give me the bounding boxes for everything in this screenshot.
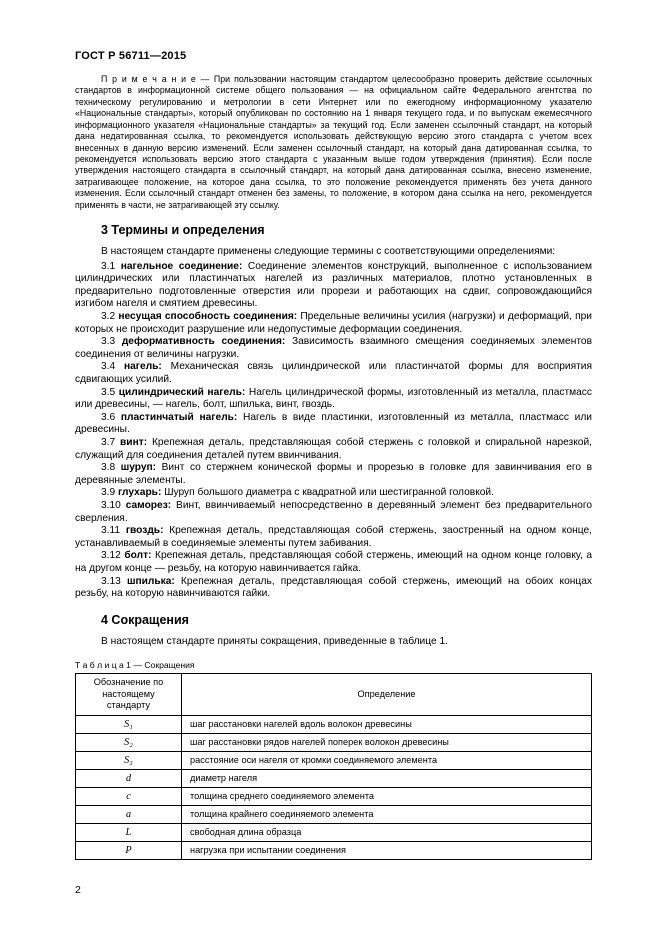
definition-cell: шаг расстановки рядов нагелей поперек волокон древесины — [182, 733, 592, 751]
definition-text: Предельные величины усилия (нагрузки) и деформаций, при которых не происходит разрушение или недопустимые деформации соединения. — [75, 311, 592, 335]
table-header-row — [76, 674, 592, 716]
definition-cell: диаметр нагеля — [182, 769, 592, 787]
definition-number: 3.9 — [101, 487, 116, 499]
page-number: 2 — [75, 884, 81, 896]
definition-term: нагель: — [123, 361, 162, 373]
definition-term: гвоздь: — [125, 525, 164, 537]
document-header: ГОСТ Р 56711—2015 — [75, 50, 187, 62]
definition-cell: шаг расстановки нагелей вдоль волокон древесины — [182, 715, 592, 733]
symbol-cell: L — [76, 823, 182, 841]
definition-term: винт: — [120, 436, 148, 448]
definition-term: деформативность соединения: — [121, 336, 286, 348]
definition-3-5 — [75, 387, 592, 412]
definition-text: Механическая связь цилиндрической или пластинчатой формы для восприятия сдвигающих усилий. — [75, 361, 592, 385]
table-row — [76, 769, 592, 787]
definition-cell: толщина крайнего соединяемого элемента — [182, 805, 592, 823]
definition-term: шуруп: — [120, 462, 157, 474]
table-row — [76, 751, 592, 769]
definition-term: цилиндрический нагель: — [118, 386, 246, 398]
definition-text: Соединение элементов конструкций, выполненное с использованием цилиндрических или пластинчатых нагелей из различных материалов, плотно установленных в предварительно подготовленные отверстия или прорези и работающих на сдвиг, сопровождающийся изгибом нагеля и смятием древесины. — [75, 260, 592, 310]
definition-term: несущая способность соединения: — [118, 311, 298, 323]
note-label: П р и м е ч а н и е — — [101, 74, 210, 84]
symbol-cell: c — [76, 787, 182, 805]
abbreviations-table — [75, 673, 592, 860]
symbol-cell: S₁ — [76, 715, 182, 733]
table-row — [76, 823, 592, 841]
definition-number: 3.10 — [101, 499, 121, 511]
definition-3-11 — [75, 525, 592, 550]
document-page — [75, 50, 592, 860]
definition-term: болт: — [124, 550, 152, 562]
definition-text: Крепежная деталь, представляющая собой стержень, заостренный на одном конце, устанавливаемый в соединяемые элементы путем забивания. — [75, 525, 592, 549]
definition-term: пластинчатый нагель: — [120, 411, 238, 423]
definition-text: Винт, ввинчиваемый непосредственно в деревянный элемент без предварительного сверления. — [75, 499, 592, 524]
definition-cell: нагрузка при испытании соединения — [182, 841, 592, 859]
section-3-title: 3 Термины и определения — [101, 223, 265, 238]
definition-text: Винт со стержнем конической формы и прорезью в головке для завинчивания его в деревянные элементы. — [75, 462, 593, 486]
definition-3-9 — [75, 487, 592, 500]
definition-term: шпилька: — [126, 575, 175, 587]
definition-3-6 — [75, 412, 592, 437]
table-header-symbol: Обозначение по настоящему стандарту — [76, 674, 182, 716]
symbol-cell: d — [76, 769, 182, 787]
definition-number: 3.12 — [101, 550, 121, 562]
definition-cell: расстояние оси нагеля от кромки соединяемого элемента — [182, 751, 592, 769]
definition-term: глухарь: — [118, 487, 162, 499]
definition-term: нагельное соединение: — [120, 260, 243, 272]
definition-3-12 — [75, 550, 592, 575]
table-header-definition: Определение — [182, 674, 592, 716]
definition-3-13 — [75, 576, 592, 601]
symbol-cell: S₂ — [76, 733, 182, 751]
symbol-cell: P — [76, 841, 182, 859]
section-4-title: 4 Сокращения — [101, 612, 189, 627]
definition-text: Шуруп большого диаметра с квадратной или шестигранной головкой. — [164, 487, 494, 499]
definition-text: Крепежная деталь, представляющая собой стержень, имеющий на одном конце головку, а на другом конце — резьбу, на которую навинчивается гайка. — [75, 550, 592, 574]
definition-3-3 — [75, 336, 592, 361]
table-row — [76, 715, 592, 733]
definition-3-1 — [75, 261, 592, 311]
definition-text: Нагель в виде пластинки, изготовленный из металла, пластмасс или древесины. — [75, 411, 592, 436]
reference-standards-note — [75, 74, 592, 211]
definition-3-2 — [75, 311, 592, 336]
definition-term: саморез: — [125, 499, 172, 511]
definition-3-7 — [75, 437, 592, 462]
note-text: При пользовании настоящим стандартом целесообразно проверить действие ссылочных стандартов в информационной системе общего пользования — на официальном сайте Федерального агентства по техническому регулированию и метрологии в сети Интернет или по ежегодному информационному указателю «Национальные стандарты», который опубликован по состоянию на 1 января текущего года, и по выпускам ежемесячного информационного указателя «Национальные стандарты» за текущий год. Если заменен ссылочный стандарт, на который дана недатированная ссылка, то рекомендуется использовать действующую версию этого стандарта с учетом всех внесенных в данную версию изменений. Если заменен ссылочный стандарт, на который дана датированная ссылка, то рекомендуется использовать версию этого стандарта с указанным выше годом утверждения (принятия). Если после утверждения настоящего стандарта в ссылочный стандарт, на который дана датированная ссылка, внесено изменение, затрагивающее положение, на которое дана ссылка, то это положение рекомендуется применять без учета данного изменения. Если ссылочный стандарт отменен без замены, то положение, в котором дана ссылка на него, рекомендуется применять в части, не затрагивающей эту ссылку. — [75, 74, 592, 210]
definition-number: 3.6 — [101, 411, 116, 423]
definition-text: Зависимость взаимного смещения соединяемых элементов соединения от величины нагрузки. — [75, 336, 592, 360]
definition-text: Крепежная деталь, представляющая собой стержень, имеющий на обоих концах резьбу, на которую навинчиваются гайки. — [75, 575, 592, 600]
table-row — [76, 787, 592, 805]
definition-number: 3.3 — [101, 336, 116, 348]
definition-number: 3.13 — [101, 575, 121, 587]
definition-number: 3.5 — [101, 386, 116, 398]
symbol-cell: S₃ — [76, 751, 182, 769]
definition-3-10 — [75, 500, 592, 525]
definition-number: 3.1 — [101, 260, 116, 272]
abbreviations-intro: В настоящем стандарте приняты сокращения, приведенные в таблице 1. — [101, 635, 448, 647]
symbol-cell: a — [76, 805, 182, 823]
definition-number: 3.8 — [101, 462, 116, 474]
definition-text: Нагель цилиндрической формы, изготовленный из металла, пластмасс или древесины, — нагель, болт, шпилька, винт, гвоздь. — [75, 386, 592, 411]
definition-number: 3.2 — [101, 311, 116, 323]
table-caption: Т а б л и ц а 1 — Сокращения — [75, 660, 195, 671]
definition-number: 3.11 — [101, 525, 121, 537]
definition-3-8 — [75, 462, 592, 487]
definition-3-4 — [75, 361, 592, 386]
definition-cell: свободная длина образца — [182, 823, 592, 841]
table-row — [76, 733, 592, 751]
table-row — [76, 805, 592, 823]
definition-text: Крепежная деталь, представляющая собой стержень с головкой и спиральной нарезкой, служащий для соединения деталей путем ввинчивания. — [75, 436, 592, 461]
definition-cell: толщина среднего соединяемого элемента — [182, 787, 592, 805]
definition-number: 3.7 — [101, 436, 116, 448]
terms-intro: В настоящем стандарте применены следующие термины с соответствующими определениями: — [101, 246, 556, 258]
definition-number: 3.4 — [101, 361, 116, 373]
table-row — [76, 841, 592, 859]
